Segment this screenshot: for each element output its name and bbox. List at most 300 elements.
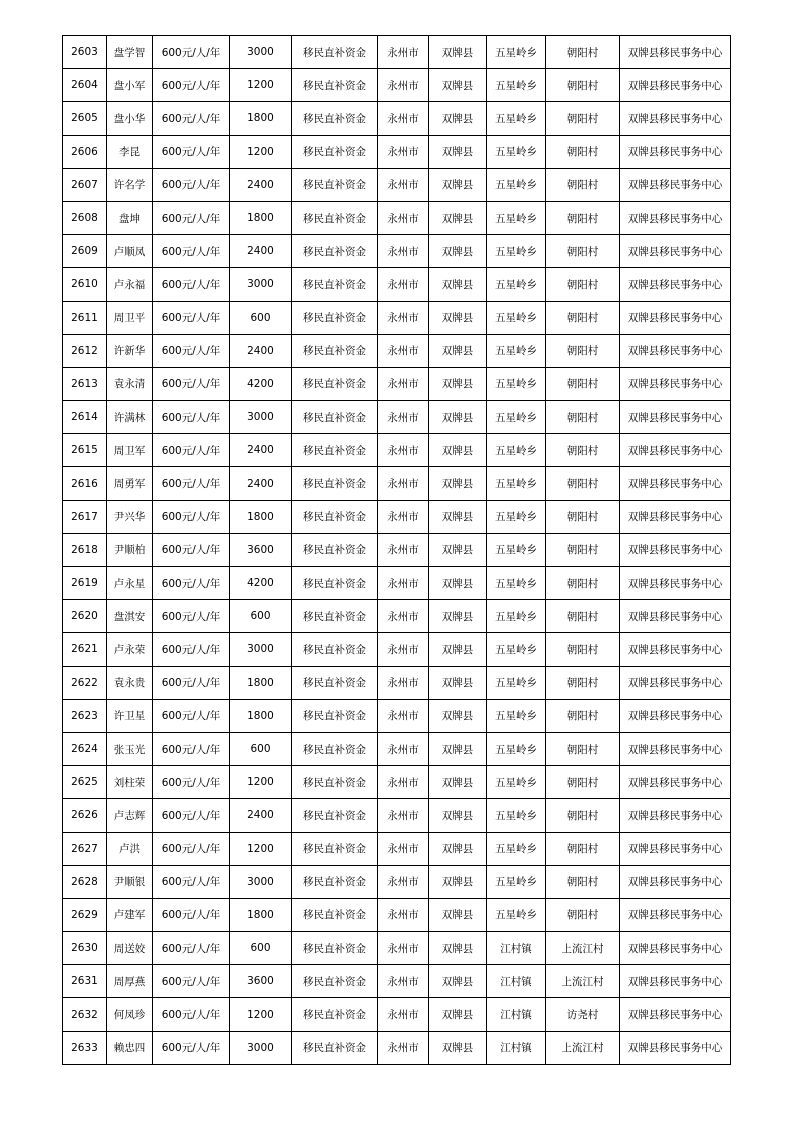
table-row (63, 998, 731, 1031)
table-row (63, 533, 731, 566)
table-row (63, 301, 731, 334)
village-cell: 朝阳村 (546, 201, 620, 234)
table-row (63, 467, 731, 500)
agency-cell: 双牌县移民事务中心 (620, 832, 731, 865)
village-cell: 访尧村 (546, 998, 620, 1031)
city-cell: 永州市 (378, 467, 429, 500)
table-row (63, 732, 731, 765)
row-number-cell: 2626 (63, 799, 107, 832)
agency-cell: 双牌县移民事务中心 (620, 533, 731, 566)
amount-cell: 1800 (230, 666, 292, 699)
township-cell: 五星岭乡 (487, 633, 546, 666)
row-number-cell: 2616 (63, 467, 107, 500)
recipient-name-cell: 赖忠四 (107, 1031, 153, 1064)
table-row (63, 832, 731, 865)
row-number-cell: 2608 (63, 201, 107, 234)
township-cell: 五星岭乡 (487, 69, 546, 102)
table-row (63, 168, 731, 201)
village-cell: 朝阳村 (546, 732, 620, 765)
table-row (63, 201, 731, 234)
township-cell: 五星岭乡 (487, 235, 546, 268)
table-row (63, 69, 731, 102)
subsidy-standard-cell: 600元/人/年 (153, 367, 230, 400)
village-cell: 朝阳村 (546, 567, 620, 600)
subsidy-standard-cell: 600元/人/年 (153, 500, 230, 533)
row-number-cell: 2631 (63, 965, 107, 998)
recipient-name-cell: 卢永星 (107, 567, 153, 600)
city-cell: 永州市 (378, 932, 429, 965)
agency-cell: 双牌县移民事务中心 (620, 102, 731, 135)
township-cell: 五星岭乡 (487, 135, 546, 168)
amount-cell: 1800 (230, 201, 292, 234)
row-number-cell: 2612 (63, 334, 107, 367)
row-number-cell: 2622 (63, 666, 107, 699)
city-cell: 永州市 (378, 865, 429, 898)
recipient-name-cell: 张玉光 (107, 732, 153, 765)
recipient-name-cell: 尹兴华 (107, 500, 153, 533)
subsidy-standard-cell: 600元/人/年 (153, 235, 230, 268)
agency-cell: 双牌县移民事务中心 (620, 567, 731, 600)
table-row (63, 799, 731, 832)
city-cell: 永州市 (378, 268, 429, 301)
fund-type-cell: 移民直补资金 (292, 932, 378, 965)
county-cell: 双牌县 (429, 235, 487, 268)
township-cell: 五星岭乡 (487, 268, 546, 301)
agency-cell: 双牌县移民事务中心 (620, 334, 731, 367)
subsidy-standard-cell: 600元/人/年 (153, 1031, 230, 1064)
city-cell: 永州市 (378, 401, 429, 434)
subsidy-standard-cell: 600元/人/年 (153, 201, 230, 234)
table-row (63, 401, 731, 434)
fund-type-cell: 移民直补资金 (292, 268, 378, 301)
city-cell: 永州市 (378, 367, 429, 400)
row-number-cell: 2624 (63, 732, 107, 765)
row-number-cell: 2623 (63, 699, 107, 732)
row-number-cell: 2617 (63, 500, 107, 533)
village-cell: 上流江村 (546, 965, 620, 998)
city-cell: 永州市 (378, 832, 429, 865)
village-cell: 朝阳村 (546, 600, 620, 633)
city-cell: 永州市 (378, 301, 429, 334)
fund-type-cell: 移民直补资金 (292, 832, 378, 865)
amount-cell: 1200 (230, 766, 292, 799)
township-cell: 五星岭乡 (487, 434, 546, 467)
fund-type-cell: 移民直补资金 (292, 69, 378, 102)
amount-cell: 600 (230, 932, 292, 965)
county-cell: 双牌县 (429, 998, 487, 1031)
township-cell: 五星岭乡 (487, 401, 546, 434)
fund-type-cell: 移民直补资金 (292, 201, 378, 234)
village-cell: 朝阳村 (546, 334, 620, 367)
subsidy-standard-cell: 600元/人/年 (153, 467, 230, 500)
row-number-cell: 2630 (63, 932, 107, 965)
county-cell: 双牌县 (429, 898, 487, 931)
county-cell: 双牌县 (429, 699, 487, 732)
amount-cell: 600 (230, 600, 292, 633)
subsidy-table (62, 35, 731, 1065)
recipient-name-cell: 许新华 (107, 334, 153, 367)
recipient-name-cell: 盘学智 (107, 36, 153, 69)
agency-cell: 双牌县移民事务中心 (620, 633, 731, 666)
county-cell: 双牌县 (429, 301, 487, 334)
row-number-cell: 2627 (63, 832, 107, 865)
amount-cell: 3000 (230, 268, 292, 301)
city-cell: 永州市 (378, 500, 429, 533)
township-cell: 五星岭乡 (487, 500, 546, 533)
table-row (63, 898, 731, 931)
amount-cell: 2400 (230, 168, 292, 201)
village-cell: 朝阳村 (546, 135, 620, 168)
county-cell: 双牌县 (429, 36, 487, 69)
subsidy-standard-cell: 600元/人/年 (153, 135, 230, 168)
city-cell: 永州市 (378, 135, 429, 168)
fund-type-cell: 移民直补资金 (292, 500, 378, 533)
city-cell: 永州市 (378, 633, 429, 666)
agency-cell: 双牌县移民事务中心 (620, 932, 731, 965)
subsidy-standard-cell: 600元/人/年 (153, 69, 230, 102)
subsidy-standard-cell: 600元/人/年 (153, 965, 230, 998)
fund-type-cell: 移民直补资金 (292, 1031, 378, 1064)
subsidy-standard-cell: 600元/人/年 (153, 533, 230, 566)
table-row (63, 334, 731, 367)
recipient-name-cell: 盘小军 (107, 69, 153, 102)
amount-cell: 2400 (230, 334, 292, 367)
table-row (63, 1031, 731, 1064)
county-cell: 双牌县 (429, 102, 487, 135)
amount-cell: 600 (230, 732, 292, 765)
county-cell: 双牌县 (429, 168, 487, 201)
amount-cell: 2400 (230, 467, 292, 500)
county-cell: 双牌县 (429, 932, 487, 965)
table-row (63, 600, 731, 633)
city-cell: 永州市 (378, 898, 429, 931)
county-cell: 双牌县 (429, 467, 487, 500)
township-cell: 五星岭乡 (487, 766, 546, 799)
amount-cell: 3000 (230, 633, 292, 666)
subsidy-standard-cell: 600元/人/年 (153, 168, 230, 201)
fund-type-cell: 移民直补资金 (292, 367, 378, 400)
village-cell: 朝阳村 (546, 467, 620, 500)
agency-cell: 双牌县移民事务中心 (620, 235, 731, 268)
amount-cell: 1800 (230, 898, 292, 931)
row-number-cell: 2619 (63, 567, 107, 600)
recipient-name-cell: 周卫军 (107, 434, 153, 467)
row-number-cell: 2620 (63, 600, 107, 633)
village-cell: 朝阳村 (546, 766, 620, 799)
subsidy-standard-cell: 600元/人/年 (153, 434, 230, 467)
agency-cell: 双牌县移民事务中心 (620, 998, 731, 1031)
fund-type-cell: 移民直补资金 (292, 766, 378, 799)
row-number-cell: 2618 (63, 533, 107, 566)
row-number-cell: 2606 (63, 135, 107, 168)
table-row (63, 666, 731, 699)
amount-cell: 1800 (230, 102, 292, 135)
fund-type-cell: 移民直补资金 (292, 235, 378, 268)
subsidy-standard-cell: 600元/人/年 (153, 633, 230, 666)
table-row (63, 500, 731, 533)
county-cell: 双牌县 (429, 732, 487, 765)
county-cell: 双牌县 (429, 600, 487, 633)
township-cell: 五星岭乡 (487, 898, 546, 931)
county-cell: 双牌县 (429, 633, 487, 666)
subsidy-standard-cell: 600元/人/年 (153, 932, 230, 965)
city-cell: 永州市 (378, 102, 429, 135)
row-number-cell: 2621 (63, 633, 107, 666)
recipient-name-cell: 卢志辉 (107, 799, 153, 832)
village-cell: 朝阳村 (546, 699, 620, 732)
county-cell: 双牌县 (429, 434, 487, 467)
county-cell: 双牌县 (429, 832, 487, 865)
township-cell: 五星岭乡 (487, 832, 546, 865)
table-row (63, 102, 731, 135)
agency-cell: 双牌县移民事务中心 (620, 367, 731, 400)
amount-cell: 1200 (230, 135, 292, 168)
township-cell: 江村镇 (487, 1031, 546, 1064)
amount-cell: 3600 (230, 965, 292, 998)
recipient-name-cell: 尹顺银 (107, 865, 153, 898)
subsidy-standard-cell: 600元/人/年 (153, 567, 230, 600)
row-number-cell: 2613 (63, 367, 107, 400)
table-row (63, 567, 731, 600)
agency-cell: 双牌县移民事务中心 (620, 168, 731, 201)
agency-cell: 双牌县移民事务中心 (620, 799, 731, 832)
row-number-cell: 2629 (63, 898, 107, 931)
subsidy-standard-cell: 600元/人/年 (153, 36, 230, 69)
fund-type-cell: 移民直补资金 (292, 699, 378, 732)
table-row (63, 699, 731, 732)
agency-cell: 双牌县移民事务中心 (620, 1031, 731, 1064)
amount-cell: 3600 (230, 533, 292, 566)
village-cell: 朝阳村 (546, 36, 620, 69)
agency-cell: 双牌县移民事务中心 (620, 699, 731, 732)
village-cell: 朝阳村 (546, 301, 620, 334)
subsidy-standard-cell: 600元/人/年 (153, 865, 230, 898)
subsidy-standard-cell: 600元/人/年 (153, 301, 230, 334)
city-cell: 永州市 (378, 69, 429, 102)
amount-cell: 1200 (230, 998, 292, 1031)
city-cell: 永州市 (378, 434, 429, 467)
village-cell: 朝阳村 (546, 434, 620, 467)
agency-cell: 双牌县移民事务中心 (620, 69, 731, 102)
row-number-cell: 2605 (63, 102, 107, 135)
village-cell: 朝阳村 (546, 102, 620, 135)
amount-cell: 2400 (230, 434, 292, 467)
recipient-name-cell: 许满林 (107, 401, 153, 434)
recipient-name-cell: 卢永福 (107, 268, 153, 301)
county-cell: 双牌县 (429, 567, 487, 600)
subsidy-standard-cell: 600元/人/年 (153, 102, 230, 135)
county-cell: 双牌县 (429, 401, 487, 434)
agency-cell: 双牌县移民事务中心 (620, 600, 731, 633)
table-row (63, 434, 731, 467)
township-cell: 五星岭乡 (487, 533, 546, 566)
city-cell: 永州市 (378, 533, 429, 566)
table-row (63, 932, 731, 965)
subsidy-standard-cell: 600元/人/年 (153, 334, 230, 367)
row-number-cell: 2611 (63, 301, 107, 334)
amount-cell: 3000 (230, 401, 292, 434)
fund-type-cell: 移民直补资金 (292, 998, 378, 1031)
township-cell: 五星岭乡 (487, 699, 546, 732)
fund-type-cell: 移民直补资金 (292, 898, 378, 931)
fund-type-cell: 移民直补资金 (292, 533, 378, 566)
subsidy-standard-cell: 600元/人/年 (153, 898, 230, 931)
fund-type-cell: 移民直补资金 (292, 633, 378, 666)
table-row (63, 135, 731, 168)
village-cell: 朝阳村 (546, 367, 620, 400)
township-cell: 五星岭乡 (487, 36, 546, 69)
row-number-cell: 2604 (63, 69, 107, 102)
city-cell: 永州市 (378, 666, 429, 699)
fund-type-cell: 移民直补资金 (292, 732, 378, 765)
table-body (63, 36, 731, 1065)
county-cell: 双牌县 (429, 135, 487, 168)
city-cell: 永州市 (378, 965, 429, 998)
township-cell: 五星岭乡 (487, 666, 546, 699)
row-number-cell: 2603 (63, 36, 107, 69)
recipient-name-cell: 盘淇安 (107, 600, 153, 633)
township-cell: 五星岭乡 (487, 799, 546, 832)
recipient-name-cell: 尹顺柏 (107, 533, 153, 566)
township-cell: 五星岭乡 (487, 301, 546, 334)
agency-cell: 双牌县移民事务中心 (620, 766, 731, 799)
agency-cell: 双牌县移民事务中心 (620, 36, 731, 69)
agency-cell: 双牌县移民事务中心 (620, 401, 731, 434)
subsidy-standard-cell: 600元/人/年 (153, 732, 230, 765)
village-cell: 朝阳村 (546, 500, 620, 533)
recipient-name-cell: 何凤珍 (107, 998, 153, 1031)
city-cell: 永州市 (378, 600, 429, 633)
fund-type-cell: 移民直补资金 (292, 434, 378, 467)
county-cell: 双牌县 (429, 1031, 487, 1064)
recipient-name-cell: 刘柱荣 (107, 766, 153, 799)
table-row (63, 965, 731, 998)
subsidy-standard-cell: 600元/人/年 (153, 998, 230, 1031)
fund-type-cell: 移民直补资金 (292, 600, 378, 633)
subsidy-standard-cell: 600元/人/年 (153, 401, 230, 434)
city-cell: 永州市 (378, 201, 429, 234)
amount-cell: 3000 (230, 1031, 292, 1064)
village-cell: 朝阳村 (546, 235, 620, 268)
fund-type-cell: 移民直补资金 (292, 666, 378, 699)
township-cell: 五星岭乡 (487, 168, 546, 201)
subsidy-standard-cell: 600元/人/年 (153, 268, 230, 301)
township-cell: 五星岭乡 (487, 600, 546, 633)
table-row (63, 268, 731, 301)
row-number-cell: 2632 (63, 998, 107, 1031)
county-cell: 双牌县 (429, 268, 487, 301)
city-cell: 永州市 (378, 235, 429, 268)
recipient-name-cell: 袁永贵 (107, 666, 153, 699)
subsidy-standard-cell: 600元/人/年 (153, 666, 230, 699)
row-number-cell: 2615 (63, 434, 107, 467)
fund-type-cell: 移民直补资金 (292, 865, 378, 898)
county-cell: 双牌县 (429, 201, 487, 234)
township-cell: 五星岭乡 (487, 201, 546, 234)
village-cell: 朝阳村 (546, 799, 620, 832)
table-row (63, 36, 731, 69)
city-cell: 永州市 (378, 799, 429, 832)
county-cell: 双牌县 (429, 666, 487, 699)
recipient-name-cell: 周厚燕 (107, 965, 153, 998)
agency-cell: 双牌县移民事务中心 (620, 467, 731, 500)
township-cell: 五星岭乡 (487, 467, 546, 500)
subsidy-standard-cell: 600元/人/年 (153, 699, 230, 732)
recipient-name-cell: 许名学 (107, 168, 153, 201)
agency-cell: 双牌县移民事务中心 (620, 434, 731, 467)
city-cell: 永州市 (378, 567, 429, 600)
agency-cell: 双牌县移民事务中心 (620, 965, 731, 998)
village-cell: 朝阳村 (546, 69, 620, 102)
township-cell: 江村镇 (487, 965, 546, 998)
county-cell: 双牌县 (429, 334, 487, 367)
subsidy-standard-cell: 600元/人/年 (153, 799, 230, 832)
city-cell: 永州市 (378, 168, 429, 201)
recipient-name-cell: 袁永清 (107, 367, 153, 400)
county-cell: 双牌县 (429, 500, 487, 533)
amount-cell: 600 (230, 301, 292, 334)
county-cell: 双牌县 (429, 367, 487, 400)
agency-cell: 双牌县移民事务中心 (620, 268, 731, 301)
county-cell: 双牌县 (429, 799, 487, 832)
recipient-name-cell: 卢永荣 (107, 633, 153, 666)
township-cell: 江村镇 (487, 932, 546, 965)
amount-cell: 2400 (230, 799, 292, 832)
city-cell: 永州市 (378, 699, 429, 732)
recipient-name-cell: 卢洪 (107, 832, 153, 865)
city-cell: 永州市 (378, 732, 429, 765)
village-cell: 朝阳村 (546, 666, 620, 699)
fund-type-cell: 移民直补资金 (292, 567, 378, 600)
township-cell: 五星岭乡 (487, 865, 546, 898)
township-cell: 五星岭乡 (487, 334, 546, 367)
city-cell: 永州市 (378, 334, 429, 367)
township-cell: 五星岭乡 (487, 367, 546, 400)
fund-type-cell: 移民直补资金 (292, 799, 378, 832)
village-cell: 朝阳村 (546, 168, 620, 201)
subsidy-standard-cell: 600元/人/年 (153, 600, 230, 633)
recipient-name-cell: 周勇军 (107, 467, 153, 500)
village-cell: 朝阳村 (546, 898, 620, 931)
city-cell: 永州市 (378, 36, 429, 69)
amount-cell: 1800 (230, 500, 292, 533)
table-row (63, 633, 731, 666)
recipient-name-cell: 卢顺凤 (107, 235, 153, 268)
recipient-name-cell: 卢建军 (107, 898, 153, 931)
township-cell: 五星岭乡 (487, 567, 546, 600)
row-number-cell: 2614 (63, 401, 107, 434)
agency-cell: 双牌县移民事务中心 (620, 301, 731, 334)
row-number-cell: 2607 (63, 168, 107, 201)
row-number-cell: 2625 (63, 766, 107, 799)
fund-type-cell: 移民直补资金 (292, 135, 378, 168)
township-cell: 五星岭乡 (487, 102, 546, 135)
agency-cell: 双牌县移民事务中心 (620, 865, 731, 898)
amount-cell: 2400 (230, 235, 292, 268)
amount-cell: 1200 (230, 69, 292, 102)
county-cell: 双牌县 (429, 965, 487, 998)
agency-cell: 双牌县移民事务中心 (620, 666, 731, 699)
fund-type-cell: 移民直补资金 (292, 965, 378, 998)
agency-cell: 双牌县移民事务中心 (620, 732, 731, 765)
fund-type-cell: 移民直补资金 (292, 102, 378, 135)
township-cell: 江村镇 (487, 998, 546, 1031)
village-cell: 朝阳村 (546, 401, 620, 434)
fund-type-cell: 移民直补资金 (292, 334, 378, 367)
village-cell: 朝阳村 (546, 832, 620, 865)
city-cell: 永州市 (378, 766, 429, 799)
fund-type-cell: 移民直补资金 (292, 168, 378, 201)
